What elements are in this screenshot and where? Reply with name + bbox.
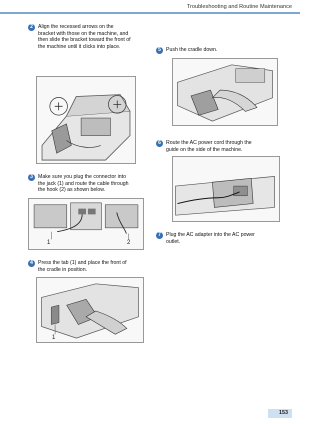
step-text: outlet. bbox=[166, 238, 181, 245]
running-header: Troubleshooting and Routine Maintenance bbox=[186, 4, 292, 10]
power-cord-guide-illustration bbox=[173, 157, 279, 221]
step-text: the hook (2) as shown below. bbox=[38, 187, 106, 194]
step-text: bracket with those on the machine, and bbox=[38, 30, 129, 37]
figure-cradle-placement bbox=[36, 277, 144, 343]
step-text: Make sure you plug the connector into bbox=[38, 174, 126, 180]
step-text: guide on the side of the machine. bbox=[166, 146, 243, 153]
cradle-push-illustration bbox=[173, 59, 277, 125]
cradle-tab-illustration bbox=[37, 278, 143, 342]
step-number: 5 bbox=[156, 47, 163, 54]
step-6 bbox=[158, 140, 252, 153]
step-number: 2 bbox=[28, 24, 35, 31]
step-text: Align the recessed arrows on the bbox=[38, 24, 114, 30]
step-number: 7 bbox=[156, 232, 163, 239]
step-text: Route the AC power cord through the bbox=[166, 140, 252, 146]
step-text: the cradle in position. bbox=[38, 266, 88, 273]
header-rule bbox=[0, 12, 300, 14]
callout-hook: 2 bbox=[127, 240, 131, 246]
callout-jack: 1 bbox=[47, 240, 51, 246]
step-text: then slide the bracket toward the front of bbox=[38, 37, 131, 44]
figure-connector-routing bbox=[28, 198, 144, 250]
callout-tab: 1 bbox=[52, 335, 56, 341]
step-text: Push the cradle down. bbox=[166, 47, 218, 53]
step-number: 4 bbox=[28, 260, 35, 267]
step-2 bbox=[30, 24, 131, 50]
page-number: 153 bbox=[279, 410, 288, 416]
figure-bracket-alignment bbox=[36, 76, 136, 164]
step-text: the jack (1) and route the cable through bbox=[38, 180, 129, 187]
step-number: 6 bbox=[156, 140, 163, 147]
step-7 bbox=[158, 232, 255, 245]
printer-bracket-illustration bbox=[37, 77, 135, 163]
figure-cord-routing bbox=[172, 156, 280, 222]
step-text: Plug the AC adapter into the AC power bbox=[166, 232, 255, 238]
step-5 bbox=[158, 47, 218, 54]
figure-cradle-push bbox=[172, 58, 278, 126]
step-3 bbox=[30, 174, 129, 194]
step-text: the machine until it clicks into place. bbox=[38, 43, 121, 50]
step-4 bbox=[30, 260, 127, 273]
step-number: 3 bbox=[28, 174, 35, 181]
step-text: Press the tab (1) and place the front of bbox=[38, 260, 127, 266]
